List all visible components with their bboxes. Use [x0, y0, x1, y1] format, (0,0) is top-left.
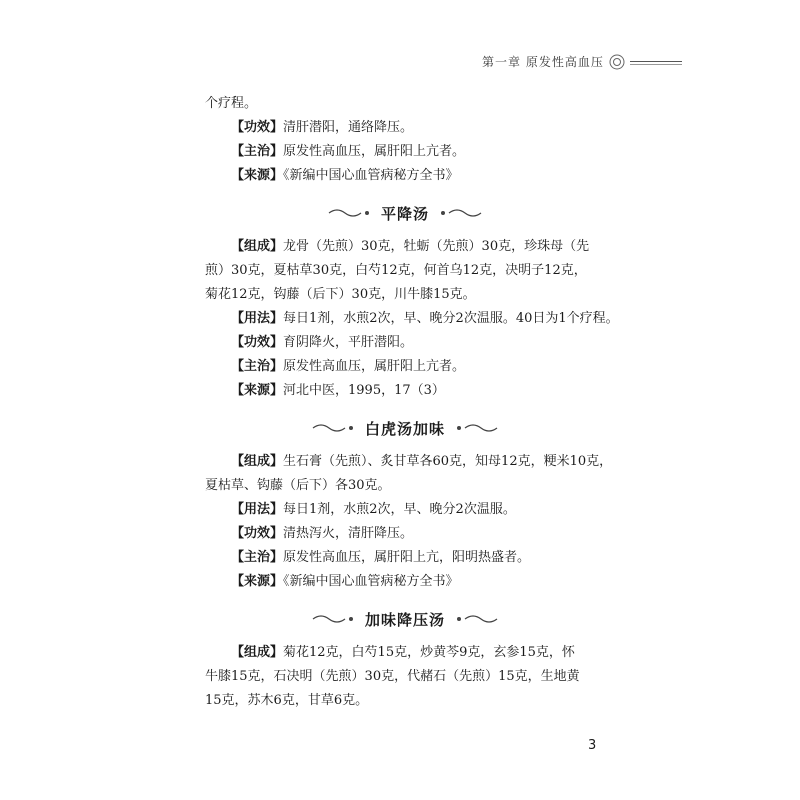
text-line: [205, 307, 619, 331]
entry-text: 育阴降火，平肝潜阳。: [283, 335, 414, 350]
text-line: [205, 570, 605, 594]
entry-text: 原发性高血压，属肝阳上亢，阳明热盛者。: [283, 550, 531, 565]
text-line: 菊花12克，钩藤（后下）30克，川牛膝15克。: [205, 287, 476, 302]
section-heading: [205, 406, 605, 450]
entry-text: 《新编中国心血管病秘方全书》: [283, 168, 459, 183]
entry-tag: 【组成】: [231, 239, 284, 254]
entry-text: 河北中医，1995，17（3）: [283, 383, 445, 398]
text-line: [205, 498, 605, 522]
text-line: [205, 140, 605, 164]
text-line: [205, 164, 605, 188]
header-rule-thin: [630, 64, 682, 65]
header-ornament-icon: [608, 53, 628, 71]
text-line: [205, 355, 605, 379]
entry-tag: 【用法】: [231, 502, 284, 517]
entry-text: 生石膏（先煎）、炙甘草各60克，知母12克，粳米10克，: [283, 454, 613, 469]
page-number: 3: [588, 738, 597, 753]
text-line: 夏枯草、钩藤（后下）各30克。: [205, 478, 391, 493]
entry-tag: 【用法】: [231, 311, 284, 326]
text-line: [205, 379, 605, 403]
right-flourish-icon: [453, 612, 499, 626]
text-line: [205, 546, 605, 570]
entry-text: 菊花12克，白芍15克，炒黄芩9克，玄参15克，怀: [283, 645, 575, 660]
entry-text: 龙骨（先煎）30克，牡蛎（先煎）30克，珍珠母（先: [283, 239, 590, 254]
entry-text: 清肝潜阳，通络降压。: [283, 120, 414, 135]
header-rule: [630, 61, 682, 62]
entry-tag: 【来源】: [231, 574, 284, 589]
chapter-title: 第一章 原发性高血压: [482, 55, 604, 69]
text-line: 牛膝15克，石决明（先煎）30克，代赭石（先煎）15克，生地黄: [205, 669, 580, 684]
entry-tag: 【组成】: [231, 454, 284, 469]
text-line: [205, 641, 605, 665]
text-line: 15克，苏木6克，甘草6克。: [205, 693, 369, 708]
text-line: 煎）30克，夏枯草30克，白芍12克，何首乌12克，决明子12克，: [205, 263, 587, 278]
left-flourish-icon: [311, 612, 357, 626]
page-body: [205, 92, 619, 713]
text-line: [205, 235, 605, 259]
entry-text: 清热泻火，清肝降压。: [283, 526, 414, 541]
text-line: [205, 331, 605, 355]
right-flourish-icon: [437, 206, 483, 220]
entry-tag: 【来源】: [231, 168, 284, 183]
entry-tag: 【来源】: [231, 383, 284, 398]
left-flourish-icon: [311, 421, 357, 435]
text-line: [205, 450, 613, 474]
entry-tag: 【功效】: [231, 526, 284, 541]
left-flourish-icon: [327, 206, 373, 220]
entry-tag: 【主治】: [231, 550, 284, 565]
running-header: [470, 50, 690, 74]
entry-text: 《新编中国心血管病秘方全书》: [283, 574, 459, 589]
entry-text: 每日1剂，水煎2次，早、晚分2次温服。: [283, 502, 516, 517]
text-line: [205, 116, 605, 140]
section-title: 白虎汤加味: [364, 419, 445, 438]
entry-tag: 【组成】: [231, 645, 284, 660]
text-line: 个疗程。: [205, 96, 258, 111]
section-title: 平降汤: [380, 204, 429, 223]
section-title: 加味降压汤: [364, 610, 445, 629]
entry-text: 每日1剂，水煎2次，早、晚分2次温服。40日为1个疗程。: [283, 311, 619, 326]
entry-tag: 【功效】: [231, 335, 284, 350]
entry-tag: 【主治】: [231, 359, 284, 374]
text-line: [205, 522, 605, 546]
section-heading: [205, 597, 605, 641]
right-flourish-icon: [453, 421, 499, 435]
entry-text: 原发性高血压，属肝阳上亢者。: [283, 359, 466, 374]
section-heading: [205, 191, 605, 235]
entry-tag: 【功效】: [231, 120, 284, 135]
entry-text: 原发性高血压，属肝阳上亢者。: [283, 144, 466, 159]
entry-tag: 【主治】: [231, 144, 284, 159]
